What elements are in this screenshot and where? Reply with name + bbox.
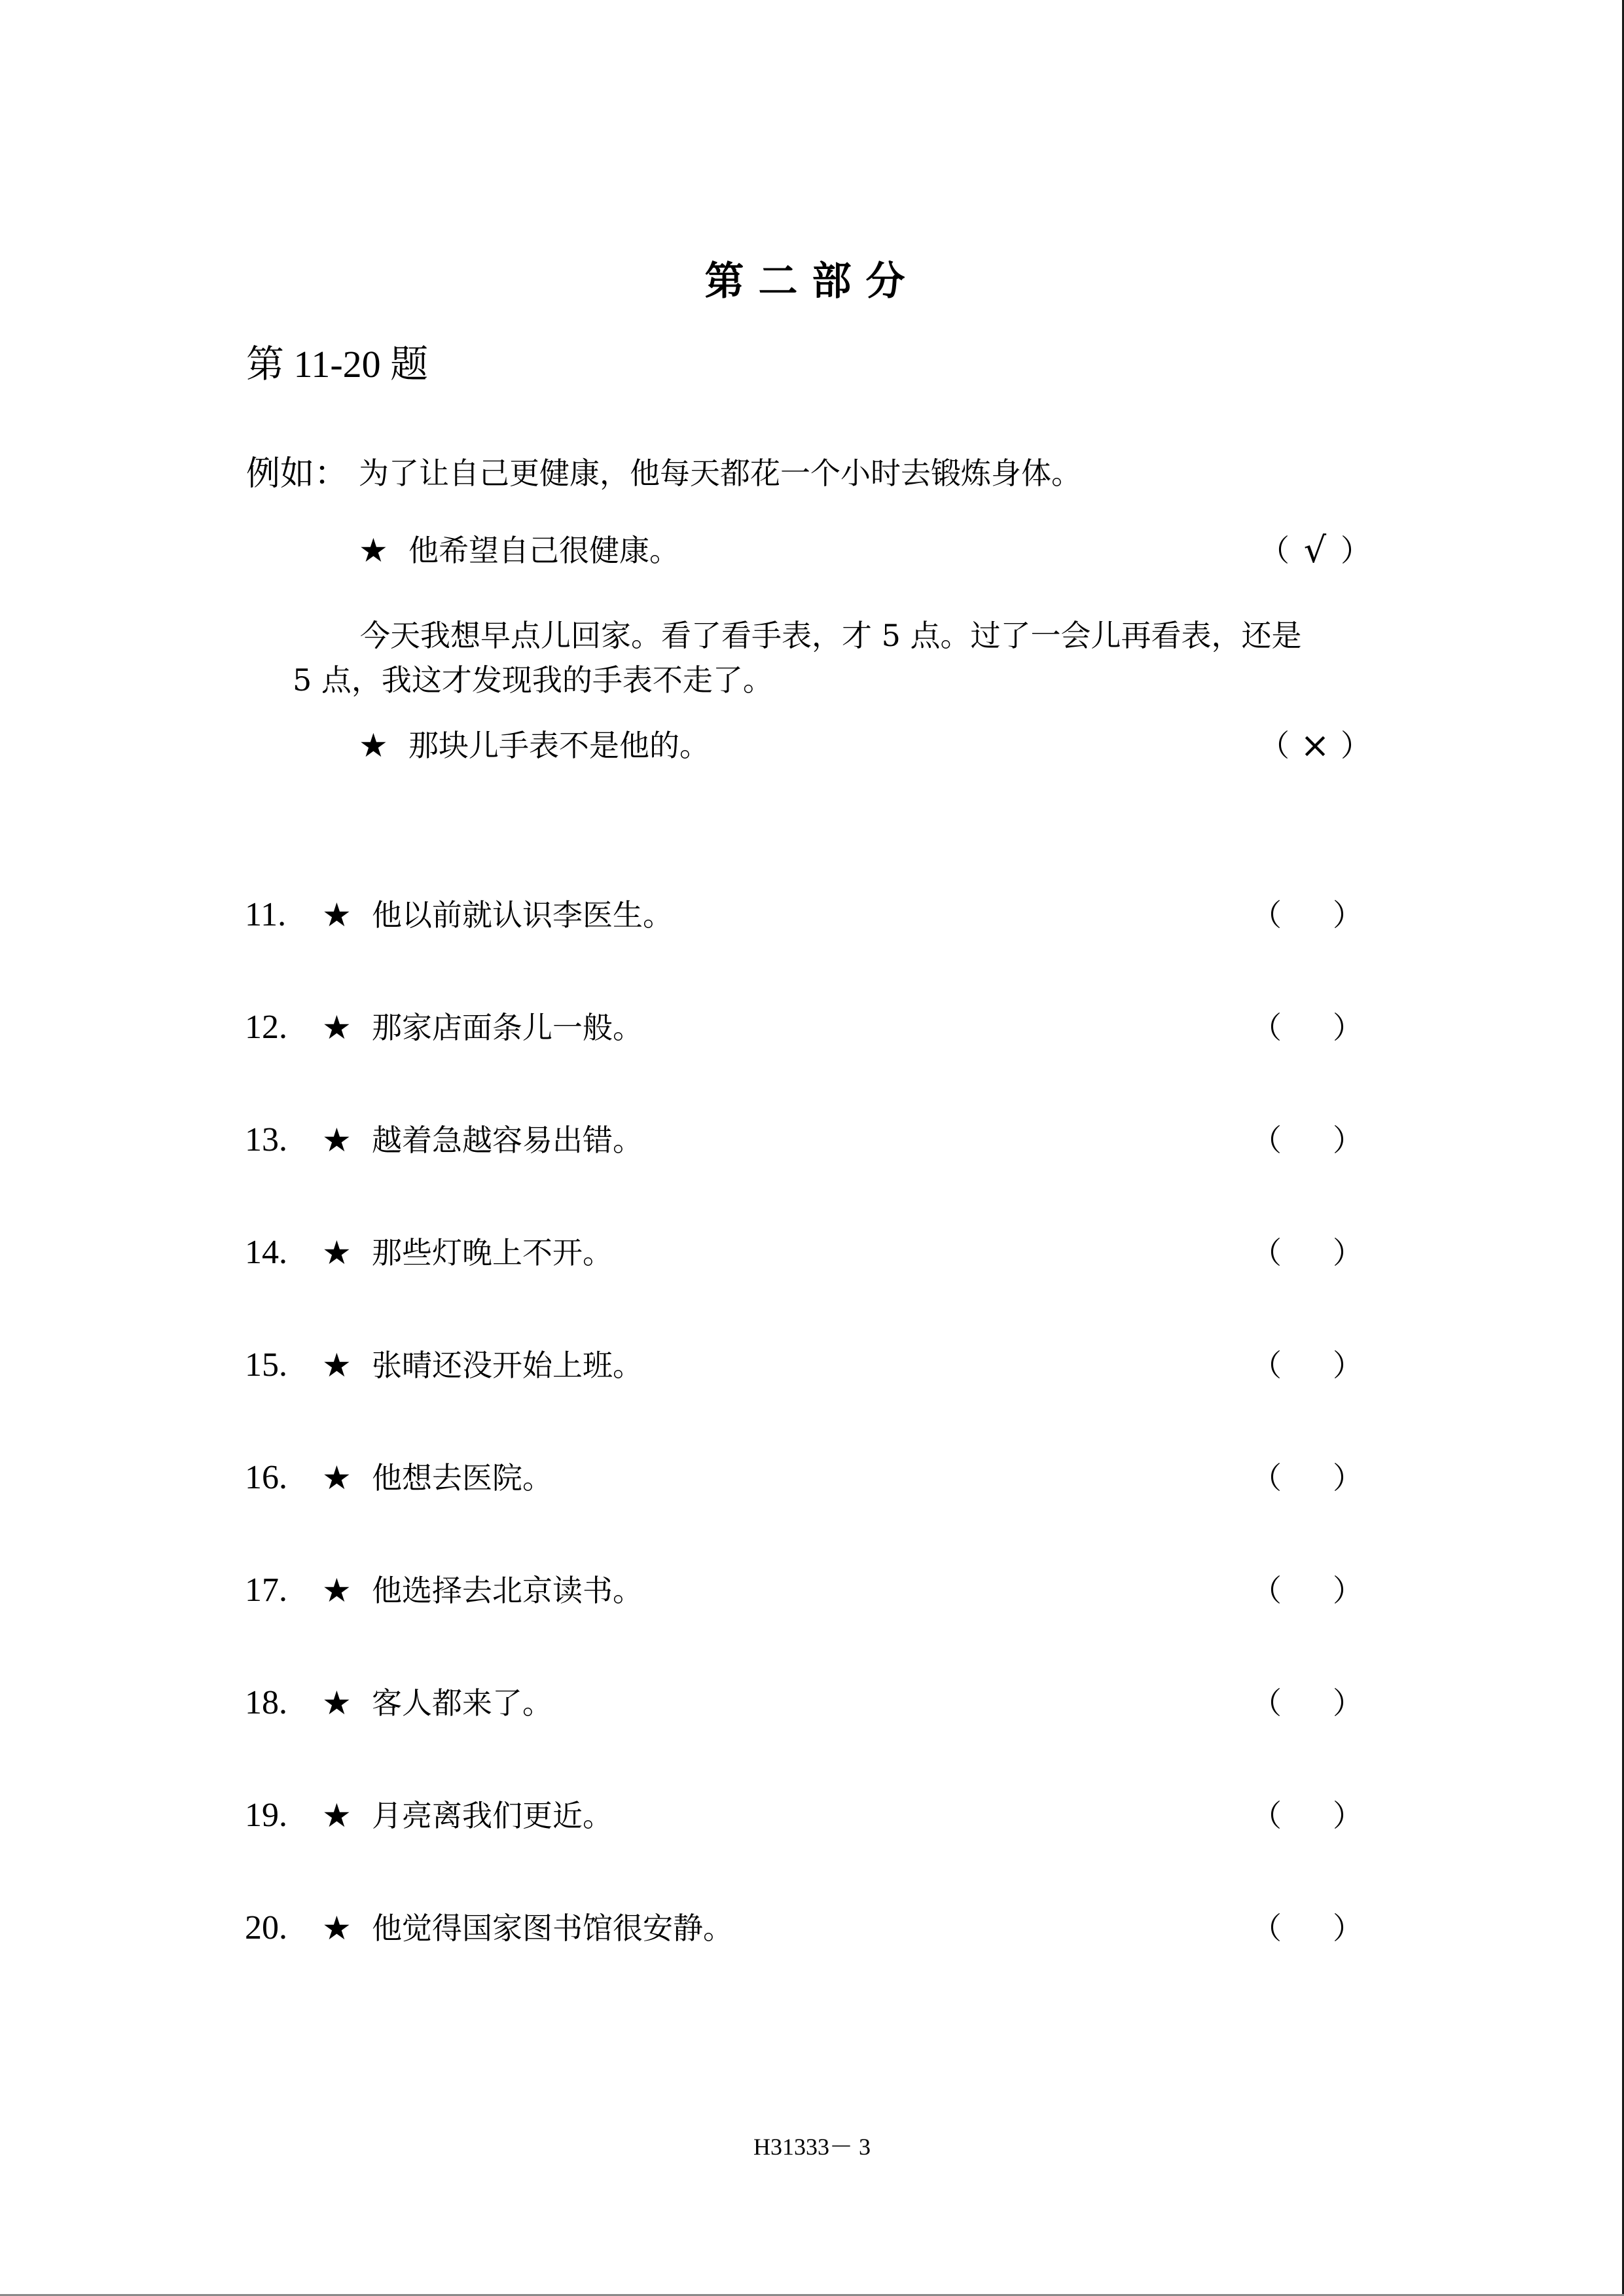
paren-open: （ [1252,1010,1282,1045]
star-icon: ★ [322,896,352,934]
star-icon: ★ [322,1121,352,1159]
paren-close: ） [1333,1122,1363,1158]
answer-box[interactable] [1252,1121,1363,1160]
question-number: 15. [245,1346,287,1384]
star-icon: ★ [359,531,388,569]
star-icon: ★ [322,1909,352,1947]
question-number: 12. [245,1009,287,1046]
example-statement-text: 他希望自己很健康。 [408,533,679,568]
answer-box[interactable] [1252,1909,1363,1948]
paren-close: ） [1341,728,1371,763]
star-icon: ★ [322,1684,352,1722]
question-number: 17. [245,1571,287,1609]
question-number: 18. [245,1684,287,1721]
paren-open: （ [1252,1122,1282,1158]
question-text: 客人都来了。 [372,1685,552,1721]
question-text: 那家店面条儿一般。 [372,1010,643,1045]
paren-open: （ [1252,1910,1282,1946]
paren-close: ） [1333,1235,1363,1270]
star-icon: ★ [322,1234,352,1272]
question-number: 20. [245,1909,287,1946]
question-text: 他觉得国家图书馆很安静。 [372,1910,733,1946]
star-icon: ★ [322,1571,352,1609]
question-text: 他以前就认识李医生。 [372,897,673,933]
question-text: 他选择去北京读书。 [372,1573,643,1608]
answer-box [1259,531,1371,570]
paren-open: （ [1252,897,1282,933]
paren-close: ） [1333,1910,1363,1946]
paren-close: ） [1333,1573,1363,1608]
paren-close: ） [1333,1685,1363,1721]
paren-close: ） [1333,1460,1363,1496]
question-number: 19. [245,1797,287,1834]
answer-box [1259,726,1371,765]
question-text: 那些灯晚上不开。 [372,1235,613,1270]
example-sentence: 为了让自己更健康，他每天都花一个小时去锻炼身体。 [359,456,1081,491]
star-icon: ★ [322,1346,352,1384]
section-title: 第二部分 [704,259,920,304]
answer-box[interactable] [1252,1571,1363,1610]
paren-open: （ [1259,533,1290,568]
paren-open: （ [1252,1460,1282,1496]
star-icon: ★ [359,726,388,764]
example-paragraph-line-1: 今天我想早点儿回家。看了看手表，才 5 点。过了一会儿再看表，还是 [360,618,1302,653]
answer-box[interactable] [1252,1008,1363,1047]
example-statement-text: 那块儿手表不是他的。 [408,728,710,763]
question-text: 越着急越容易出错。 [372,1122,643,1158]
paren-close: ） [1333,1798,1363,1833]
question-text: 张晴还没开始上班。 [372,1348,643,1383]
paren-close: ） [1333,897,1363,933]
paren-open: （ [1252,1573,1282,1608]
paren-open: （ [1252,1685,1282,1721]
answer-box[interactable] [1252,1233,1363,1272]
question-number: 14. [245,1234,287,1271]
star-icon: ★ [322,1797,352,1835]
star-icon: ★ [322,1009,352,1047]
paren-open: （ [1252,1235,1282,1270]
paren-open: （ [1252,1348,1282,1383]
paren-open: （ [1259,728,1290,763]
question-number: 16. [245,1459,287,1496]
answer-box[interactable] [1252,895,1363,935]
question-number: 11. [245,896,287,933]
cross-mark-icon: × [1300,725,1330,766]
question-range: 第 11-20 题 [246,343,429,386]
paren-close: ） [1333,1010,1363,1045]
answer-box[interactable] [1252,1458,1363,1498]
question-text: 他想去医院。 [372,1460,552,1496]
paren-open: （ [1252,1798,1282,1833]
question-number: 13. [245,1121,287,1158]
question-text: 月亮离我们更近。 [372,1798,613,1833]
answer-box[interactable] [1252,1796,1363,1835]
answer-box[interactable] [1252,1683,1363,1723]
check-mark-icon: √ [1303,529,1327,571]
page-footer-code: H31333－ 3 [753,2134,871,2160]
paren-close: ） [1341,533,1371,568]
example-paragraph-line-2: 5 点，我这才发现我的手表不走了。 [293,662,773,698]
answer-box[interactable] [1252,1346,1363,1385]
star-icon: ★ [322,1459,352,1497]
paren-close: ） [1333,1348,1363,1383]
example-label: 例如： [246,454,349,493]
